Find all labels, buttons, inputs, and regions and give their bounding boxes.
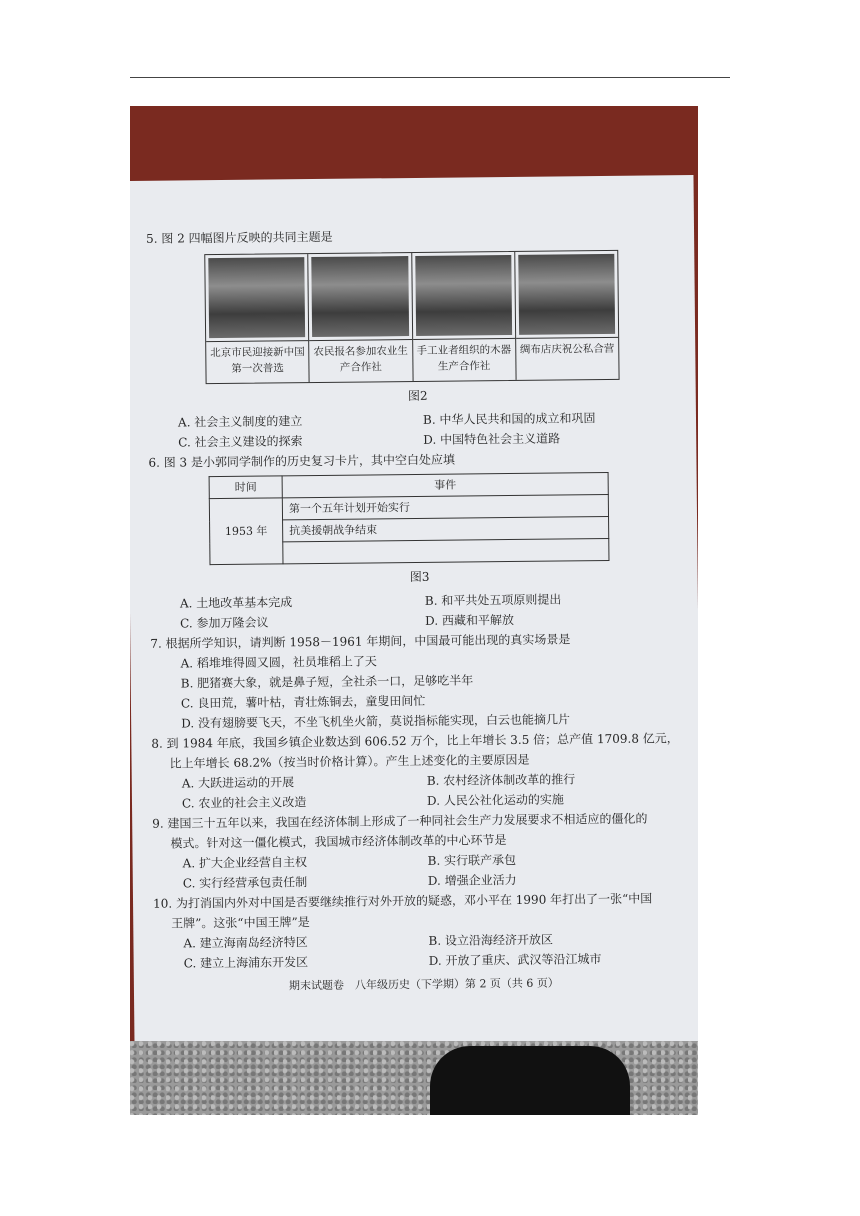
- table-header-event: 事件: [282, 472, 608, 497]
- question-7-stem: 7. 根据所学知识，请判断 1958－1961 年期间，中国最可能出现的真实场景是: [150, 632, 571, 651]
- photo-image: [415, 255, 512, 336]
- option-c[interactable]: C. 建立上海浦东开发区: [183, 955, 309, 971]
- figure-2-panel: [515, 251, 619, 380]
- option-b[interactable]: B. 和平共处五项原则提出: [424, 592, 562, 608]
- figure-3-table: [209, 472, 610, 565]
- figure-2-caption: 手工业者组织的木器生产合作社: [413, 338, 516, 381]
- option-d[interactable]: D. 没有翅膀要飞天，不坐飞机坐火箭，莫说指标能实现，白云也能摘几片: [181, 712, 571, 731]
- figure-2-caption: 北京市民迎接新中国第一次普选: [206, 340, 309, 383]
- option-a[interactable]: A. 稻堆堆得圆又圆，社员堆稻上了天: [180, 654, 377, 671]
- exam-content: [146, 223, 694, 998]
- option-d[interactable]: D. 增强企业活力: [427, 872, 517, 888]
- top-rule: [130, 77, 730, 78]
- page-footer: 期末试题卷 八年级历史（下学期）第 2 页（共 6 页）: [288, 976, 559, 993]
- figure-2-caption: 绸布店庆祝公私合营: [516, 337, 619, 380]
- photo-image: [312, 256, 409, 337]
- option-b[interactable]: B. 设立沿海经济开放区: [428, 932, 553, 948]
- table-event-blank: [283, 538, 609, 563]
- option-b[interactable]: B. 实行联产承包: [427, 852, 517, 868]
- option-d[interactable]: D. 开放了重庆、武汉等沿江城市: [428, 952, 602, 968]
- table-event: 抗美援朝战争结束: [283, 516, 609, 541]
- option-c[interactable]: C. 良田荒，薯叶枯，青壮炼铜去，童叟田间忙: [180, 693, 426, 711]
- question-8-stem-cont: 比上年增长 68.2%（按当时价格计算）。产生上述变化的主要原因是: [169, 752, 530, 771]
- option-b[interactable]: B. 肥猪赛大象，就是鼻子短，全社杀一口，足够吃半年: [180, 673, 474, 691]
- option-a[interactable]: A. 建立海南岛经济特区: [183, 935, 308, 951]
- question-10-options-row: [184, 948, 694, 973]
- shoe-shadow: [430, 1046, 630, 1115]
- figure-2-panel: [412, 252, 517, 381]
- option-c[interactable]: C. 参加万隆会议: [180, 615, 269, 631]
- figure-2-label: 图2: [407, 388, 428, 404]
- figure-2-caption: 农民报名参加农业生产合作社: [309, 339, 412, 382]
- option-c[interactable]: C. 实行经营承包责任制: [182, 875, 308, 891]
- exam-photo: [130, 106, 698, 1115]
- question-10-stem: 10. 为打消国内外对中国是否要继续推行对外开放的疑惑，邓小平在 1990 年打出了一张“中国: [152, 891, 653, 911]
- option-b[interactable]: B. 农村经济体制改革的推行: [426, 772, 576, 788]
- option-a[interactable]: A. 土地改革基本完成: [179, 595, 293, 611]
- option-c[interactable]: C. 社会主义建设的探索: [178, 434, 303, 450]
- photo-image: [518, 254, 615, 335]
- table-event: 第一个五年计划开始实行: [282, 494, 608, 519]
- exam-paper: [130, 175, 698, 1047]
- figure-3-label: 图3: [409, 569, 430, 585]
- option-d[interactable]: D. 人民公社化运动的实施: [426, 792, 564, 808]
- figure-2-panel: [309, 253, 414, 382]
- question-5-stem: 5. 图 2 四幅图片反映的共同主题是: [146, 229, 333, 246]
- question-10-stem-cont: 王牌”。这张“中国王牌”是: [171, 915, 310, 931]
- figure-2-panel: [205, 254, 310, 383]
- question-8-stem: 8. 到 1984 年底，我国乡镇企业数达到 606.52 万个，比上年增长 3.5 倍；总产值 1709.8 亿元，: [151, 731, 679, 751]
- option-a[interactable]: A. 大跃进运动的开展: [181, 775, 295, 791]
- option-d[interactable]: D. 西藏和平解放: [425, 612, 515, 628]
- question-9-stem-cont: 模式。针对这一僵化模式，我国城市经济体制改革的中心环节是: [170, 833, 507, 851]
- figure-2: [204, 250, 619, 384]
- option-d[interactable]: D. 中国特色社会主义道路: [423, 431, 561, 447]
- question-9-stem: 9. 建国三十五年以来，我国在经济体制上形成了一种同社会生产力发展要求不相适应的僵化的: [152, 811, 648, 831]
- photo-image: [208, 257, 305, 338]
- option-c[interactable]: C. 农业的社会主义改造: [181, 795, 307, 811]
- option-a[interactable]: A. 扩大企业经营自主权: [182, 855, 307, 871]
- table-header-time: 时间: [209, 476, 282, 499]
- option-a[interactable]: A. 社会主义制度的建立: [177, 414, 303, 430]
- table-year: 1953 年: [209, 498, 283, 565]
- option-b[interactable]: B. 中华人民共和国的成立和巩固: [422, 411, 596, 427]
- question-6-stem: 6. 图 3 是小郭同学制作的历史复习卡片，其中空白处应填: [148, 452, 456, 470]
